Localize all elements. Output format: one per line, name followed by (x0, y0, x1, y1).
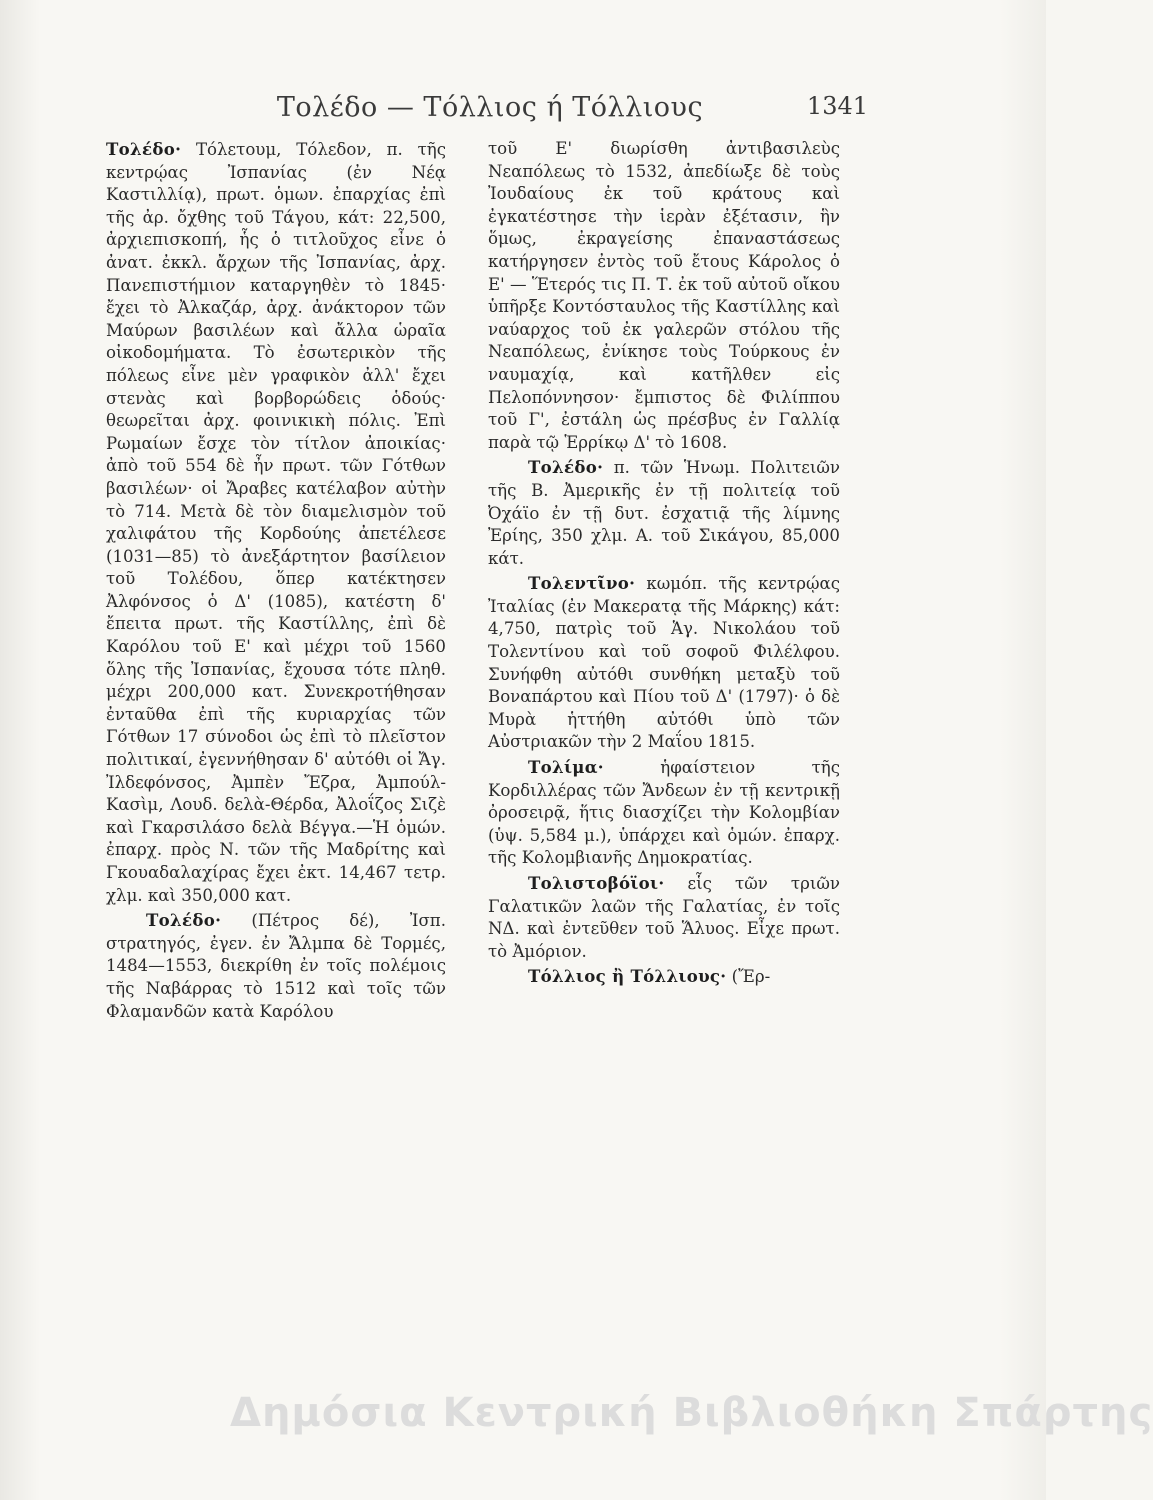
page-number: 1341 (806, 92, 868, 120)
running-head: Τολέδο — Τόλλιος ή Τόλλιους (276, 92, 704, 123)
entry-text: τοῦ Ε' διωρίσθη ἀντιβασιλεὺς Νεαπόλεως τὸ 1532, ἀπεδίωξε δὲ τοὺς Ἰουδαίους ἐκ τοῦ κράτους καὶ ἐγκατέστησε τὴν ἱερὰν ἐξέτασιν, ἣν ὅμως, ἐκραγείσης ἐπαναστάσεως κατήργησεν ἐντὸς τοῦ ἔτους Κάρολος ὁ Ε' — Ἕτερός τις Π. Τ. ἐκ τοῦ αὐτοῦ οἴκου ὑπῆρξε Κοντόσταυλος τῆς Καστίλλης καὶ ναύαρχος τοῦ ἐκ γαλερῶν στόλου τῆς Νεαπόλεως, ἐνίκησε τοὺς Τούρκους ἐν ναυμαχίᾳ, καὶ κατῆλθεν εἰς Πελοπόννησον· ἔμπιστος δὲ Φιλίππου τοῦ Γ', ἐστάλη ὡς πρέσβυς ἐν Γαλλίᾳ παρὰ τῷ Ἑρρίκῳ Δ' τὸ 1608. (488, 139, 840, 452)
entry-tollius (488, 965, 840, 989)
entry-text: ἡφαίστειον τῆς Κορδιλλέρας τῶν Ἄνδεων ἐν τῇ κεντρικῇ ὀροσειρᾷ, ἥτις διασχίζει τὴν Κολομβίαν (ὑψ. 5,584 μ.), ὑπάρχει καὶ ὁμών. ἐπαρχ. τῆς Κολομβιανῆς Δημοκρατίας. (488, 758, 840, 868)
entry-headword: Τόλλιος ἢ Τόλλιους· (528, 966, 727, 987)
entry-tolima (488, 756, 840, 870)
entry-text: κωμόπ. τῆς κεντρῴας Ἰταλίας (ἐν Μακερατᾳ τῆς Μάρκης) κάτ: 4,750, πατρὶς τοῦ Ἁγ. Νικολάου τοῦ Τολεντίνου καὶ τοῦ σοφοῦ Φιλέλφου. Συνήφθη αὐτόθι συνθήκη μεταξὺ τοῦ Βοναπάρτου καὶ Πίου τοῦ Δ' (1797)· ὁ δὲ Μυρὰ ἡττήθη αὐτόθι ὑπὸ τῶν Αὐστριακῶν τὴν 2 Μαΐου 1815. (488, 574, 841, 752)
entry-headword: Τολέδο· (106, 139, 182, 159)
entry-text: π. τῶν Ἡνωμ. Πολιτειῶν τῆς Β. Ἀμερικῆς ἐν τῇ πολιτείᾳ τοῦ Ὀχάϊο ἐν τῇ δυτ. ἐσχατιᾷ τῆς λίμνης Ἐρίης, 350 χλμ. Α. τοῦ Σικάγου, 85,000 κάτ. (488, 458, 840, 568)
entry-toledo-ohio (488, 456, 840, 570)
right-column (488, 138, 840, 989)
entry-headword: Τολέδο· (146, 910, 222, 931)
entry-text: εἷς τῶν τριῶν Γαλατικῶν λαῶν τῆς Γαλατίας, ἐν τοῖς ΝΔ. καὶ ἐντεῦθεν τοῦ Ἅλυος. Εἶχε πρωτ. τὸ Ἀμόριον. (488, 874, 840, 961)
entry-text: (Ἔρ- (731, 967, 771, 987)
entry-tolentino (488, 572, 840, 754)
entry-tolistobogii (488, 872, 840, 963)
entry-continuation (488, 138, 840, 454)
entry-text: (Πέτρος δέ), Ἰσπ. στρατηγός, ἐγεν. ἐν Ἄλμπα δὲ Τορμές, 1484—1553, διεκρίθη ἐν τοῖς πολέμοις τῆς Ναβάρρας τὸ 1512 καὶ τοῖς τῶν Φλαμανδῶν κατὰ Καρόλου (106, 911, 446, 1021)
entry-text: Τόλετουμ, Τόλεδον, π. τῆς κεντρῴας Ἰσπανίας (ἐν Νέᾳ Καστιλλίᾳ), πρωτ. ὁμων. ἐπαρχίας ἐπὶ τῆς ἀρ. ὄχθης τοῦ Τάγου, κάτ: 22,500, ἀρχιεπισκοπή, ἧς ὁ τιτλοῦχος εἶνε ὁ ἀνατ. ἐκκλ. ἄρχων τῆς Ἰσπανίας, ἀρχ. Πανεπιστήμιον καταργηθὲν τὸ 1845· ἔχει τὸ Ἀλκαζάρ, ἀρχ. ἀνάκτορον τῶν Μαύρων βασιλέων καὶ ἄλλα ὡραῖα οἰκοδομήματα. Τὸ ἐσωτερικὸν τῆς πόλεως εἶνε μὲν γραφικὸν ἀλλ' ἔχει στενὰς καὶ βορβορώδεις ὁδούς· θεωρεῖται ἀρχ. φοινικικὴ πόλις. Ἐπὶ Ρωμαίων ἔσχε τὸν τίτλον ἀποικίας· ἀπὸ τοῦ 554 δὲ ἦν πρωτ. τῶν Γότθων βασιλέων· οἱ Ἄραβες κατέλαβον αὐτὴν τὸ 714. Μετὰ δὲ τὸν διαμελισμὸν τοῦ χαλιφάτου τῆς Κορδούης ἀπετέλεσε (1031—85) τὸ ἀνεξάρτητον βασίλειον τοῦ Τολέδου, ὅπερ κατέκτησεν Ἀλφόνσος ὁ Δ' (1085), κατέστη δ' ἔπειτα πρωτ. τῆς Καστίλλης, ἐπὶ δὲ Καρόλου τοῦ Ε' καὶ μέχρι τοῦ 1560 ὅλης τῆς Ἰσπανίας, ἔχουσα τότε πληθ. μέχρι 200,000 κατ. Συνεκροτήθησαν ἐνταῦθα ἐπὶ τῆς κυριαρχίας τῶν Γότθων 17 σύνοδοι ὡς ἐπὶ τὸ πλεῖστον πολιτικαί, ἐγεννήθησαν δ' αὐτόθι οἱ Ἄγ. Ἰλδεφόνσος, Ἀμπὲν Ἔζρα, Ἀμπούλ-Κασὶμ, Λουδ. δελὰ-Θέρδα, Ἀλοΐζος Σιζὲ καὶ Γκαρσιλάσο δελὰ Βέγγα.—Ἡ ὁμών. ἐπαρχ. πρὸς Ν. τῶν τῆς Μαδρίτης καὶ Γκουαδαλαχίρας ἔχει ἐκτ. 14,467 τετρ. χλμ. καὶ 350,000 κατ. (106, 140, 446, 905)
entry-toledo-pedro (106, 909, 446, 1023)
entry-headword: Τολιστοβόϊοι· (528, 873, 665, 893)
entry-toledo-city (106, 138, 446, 907)
left-column (106, 138, 446, 1023)
entry-headword: Τολίμα· (528, 757, 604, 778)
library-watermark: Δημόσια Κεντρική Βιβλιοθήκη Σπάρτης (230, 1390, 1153, 1436)
entry-headword: Τολεντῖνο· (528, 573, 636, 594)
entry-headword: Τολέδο· (528, 457, 604, 478)
